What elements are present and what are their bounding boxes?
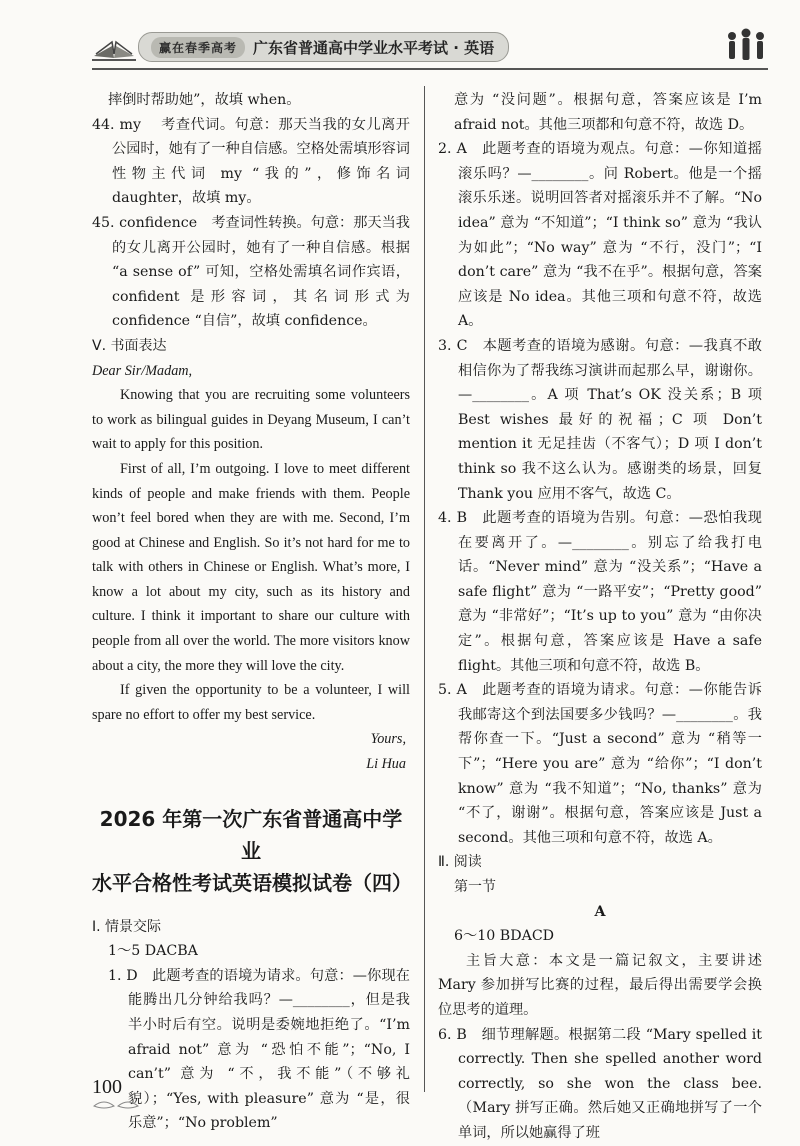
exam-title: [92, 803, 410, 899]
letter-paragraph: If given the opportunity to be a volunteer, I will spare no effort to offer my best service.: [92, 682, 410, 723]
exam-title-line-2: 水平合格性考试英语模拟试卷（四）: [92, 870, 412, 895]
answer-5: 5. A 此题考查的语境为请求。句意：—你能告诉我邮寄这个到法国要多少钱吗？—________。我帮你查一下。“Just a second” 意为 “稍等一下”；“Here you are” 意为 “给你”；“I don’t know” 意为 “我不知道”；“No, thanks” 意为 “不了，谢谢”。根据句意，答案应该是 Just a second。其他三项和句意不符，故选 A。: [438, 682, 762, 846]
people-icon: [724, 28, 768, 68]
letter-salutation: Dear Sir/Madam,: [92, 362, 193, 379]
header-badge: 赢在春季高考: [151, 37, 245, 58]
letter-paragraph: Knowing that you are recruiting some volunteers to work as bilingual guides in Deyang Museum, I can’t wait to apply for this position.: [92, 387, 410, 453]
letter-closing: Yours,: [370, 731, 406, 748]
books-icon: [92, 32, 136, 62]
section-heading: Ⅴ. 书面表达: [92, 337, 167, 354]
letter-signature: Li Hua: [366, 756, 406, 773]
header-title: 广东省普通高中学业水平考试 · 英语: [253, 38, 495, 57]
answer-2: 2. A 此题考查的语境为观点。句意：—你知道摇滚乐吗？—________。问 Robert。他是一个摇滚乐乐迷。说明回答者对摇滚乐并不了解。“No idea” 意为 “不知道”；“I think so” 意为 “我认为如此”；“No way” 意为 “不行，没门”；“I don’t care” 意为 “我不在乎”。根据句意，答案应该是 No idea。其他三项和句意不符，故选 A。: [438, 141, 762, 330]
letter-paragraph: First of all, I’m outgoing. I love to meet different kinds of people and make friends with them. People won’t feel bored when they are with me. Second, I’m good at Chinese and English. So it’s not hard for me to talk with others in Chinese or English. What’s more, I know a lot about my city, such as its history and culture. I think it important to share our culture with people from all over the world. The more visitors know about a city, the more they will love the city.: [92, 460, 410, 674]
column-divider: [424, 86, 425, 1092]
answer-4: 4. B 此题考查的语境为告别。句意：—恐怕我现在要离开了。—________。别忘了给我打电话。“Never mind” 意为 “没关系”；“Have a safe flight” 意为 “一路平安”；“Pretty good” 意为 “非常好”；“It’s up to you” 意为 “由你决定”。根据句意，答案应该是 Have a safe flight。其他三项和句意不符，故选 B。: [438, 510, 762, 674]
page-number: 100: [92, 1076, 122, 1098]
answer-1: 1. D 此题考查的语境为请求。句意：—你现在能腾出几分钟给我吗？—________，但是我半小时后有空。说明是委婉地拒绝了。“I’m afraid not” 意为 “恐怕不能”；“No, I can’t” 意为 “不，我不能”（不够礼貌）；“Yes, with pleasure” 意为 “是，很乐意”；“No problem”: [108, 967, 410, 1132]
passage-summary: 主旨大意：本文是一篇记叙文，主要讲述 Mary 参加拼写比赛的过程，最后得出需要学会换位思考的道理。: [438, 952, 762, 1018]
left-column: [92, 88, 410, 1136]
answer-6: 6. B 细节理解题。根据第二段 “Mary spelled it correctly. Then she spelled another word correctly, so she won the class bee.（Mary 拼写正确。然后她又正确地拼写了一个单词，所以她赢得了班: [438, 1026, 762, 1141]
right-column: [438, 88, 762, 1146]
answer-45: 45. confidence 考查词性转换。句意：那天当我的女儿离开公园时，她有了一种自信感。根据 “a sense of” 可知，空格处需填名词作宾语，confident 是形容词，其名词形式为 confidence “自信”，故填 confidence。: [92, 214, 410, 330]
text-line: 摔倒时帮助她”，故填 when。: [108, 92, 301, 108]
exam-title-line-1: 2026 年第一次广东省普通高中学业: [99, 806, 403, 863]
section-heading: Ⅰ. 情景交际: [92, 918, 162, 935]
answer-key: 6～10 BDACD: [454, 928, 555, 945]
header-rule: [92, 68, 768, 70]
header-pill: [138, 32, 509, 62]
answer-44: 44. my 考查代词。句意：那天当我的女儿离开公园时，她有了一种自信感。空格处需填形容词性物主代词 my “我的”，修饰名词 daughter，故填 my。: [92, 116, 410, 207]
part-heading: 第一节: [454, 879, 496, 895]
section-heading: Ⅱ. 阅读: [438, 854, 482, 871]
answer-3: 3. C 本题考查的语境为感谢。句意：—我真不敢相信你为了帮我练习演讲而起那么早，谢谢你。—________。A 项 That’s OK 没关系；B 项 Best wishes 最好的祝福；C 项 Don’t mention it 无足挂齿（不客气）；D 项 I don’t think so 我不这么认为。感谢类的场景，回复 Thank you 应用不客气，故选 C。: [438, 337, 762, 502]
answer-key: 1～5 DACBA: [108, 943, 198, 960]
page-header: [92, 22, 768, 80]
text-line: 意为 “没问题”。根据句意，答案应该是 I’m afraid not。其他三项都和句意不符，故选 D。: [454, 92, 762, 133]
passage-label: A: [594, 903, 606, 920]
leaf-ornament-icon: [92, 1098, 142, 1112]
